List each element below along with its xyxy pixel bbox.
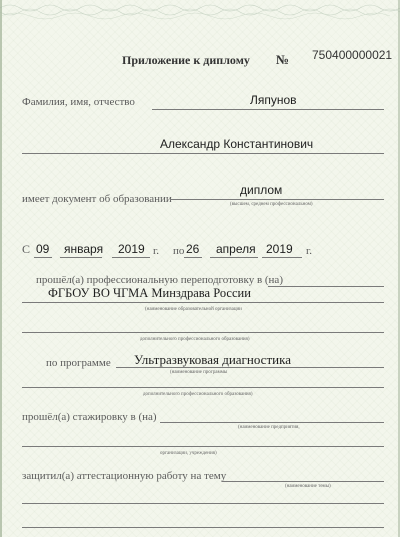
organization-line xyxy=(22,302,384,303)
program-hint-2: дополнительного профессионального образования) xyxy=(143,392,253,397)
date-to-month: апреля xyxy=(216,242,256,256)
document-line xyxy=(170,199,384,200)
name-second-line xyxy=(22,153,384,154)
organization-value: ФГБОУ ВО ЧГМА Минздрава России xyxy=(48,286,251,300)
date-from-day-line xyxy=(34,257,52,258)
document-value: диплом xyxy=(240,183,283,197)
date-from-month: января xyxy=(64,242,104,256)
thesis-line-2 xyxy=(22,503,384,504)
document-label: имеет документ об образовании xyxy=(22,193,172,205)
last-name-value: Ляпунов xyxy=(250,93,297,107)
program-label: по программе xyxy=(46,357,111,369)
document-title: Приложение к диплому xyxy=(122,53,250,67)
year-suffix-2: г. xyxy=(306,245,313,257)
date-to-day-line xyxy=(184,257,202,258)
date-to-day: 26 xyxy=(186,242,200,256)
date-to-year-line xyxy=(262,257,302,258)
date-from-day: 09 xyxy=(36,242,50,256)
date-to-label: по xyxy=(173,245,185,257)
date-from-label: С xyxy=(22,242,31,256)
retraining-line xyxy=(268,286,384,287)
retraining-label: прошёл(а) профессиональную переподготовку в (на) xyxy=(36,274,283,286)
last-name-line xyxy=(152,109,384,110)
organization-hint-2: дополнительного профессионального образования) xyxy=(140,337,250,342)
number-sign: № xyxy=(276,52,290,67)
program-value: Ультразвуковая диагностика xyxy=(134,352,291,367)
date-to-year: 2019 xyxy=(266,242,293,256)
internship-hint: (наименование предприятия, xyxy=(238,425,300,430)
full-name-label: Фамилия, имя, отчество xyxy=(22,96,135,108)
document-number: 750400000021 xyxy=(312,48,393,62)
date-from-month-line xyxy=(60,257,102,258)
date-from-year: 2019 xyxy=(118,242,145,256)
program-hint: (наименование программы xyxy=(170,370,228,375)
internship-hint-2: организации, учреждения) xyxy=(160,451,217,456)
organization-hint: (наименование образовательной организации xyxy=(145,307,242,312)
thesis-hint: (наименование темы) xyxy=(285,484,331,489)
thesis-label: защитил(а) аттестационную работу на тему xyxy=(22,470,227,482)
thesis-line xyxy=(222,481,384,482)
organization-line-2 xyxy=(22,332,384,333)
document-hint: (высшем, среднем профессиональном) xyxy=(230,202,313,207)
first-middle-name-value: Александр Константинович xyxy=(160,137,314,151)
thesis-line-3 xyxy=(22,527,384,528)
year-suffix-1: г. xyxy=(153,245,160,257)
internship-line-2 xyxy=(22,446,384,447)
internship-label: прошёл(а) стажировку в (на) xyxy=(22,411,157,423)
internship-line xyxy=(160,422,384,423)
guilloche-ornament xyxy=(0,0,400,40)
date-to-month-line xyxy=(210,257,258,258)
program-line xyxy=(116,367,384,368)
program-line-2 xyxy=(22,387,384,388)
left-border xyxy=(0,0,2,537)
date-from-year-line xyxy=(112,257,150,258)
